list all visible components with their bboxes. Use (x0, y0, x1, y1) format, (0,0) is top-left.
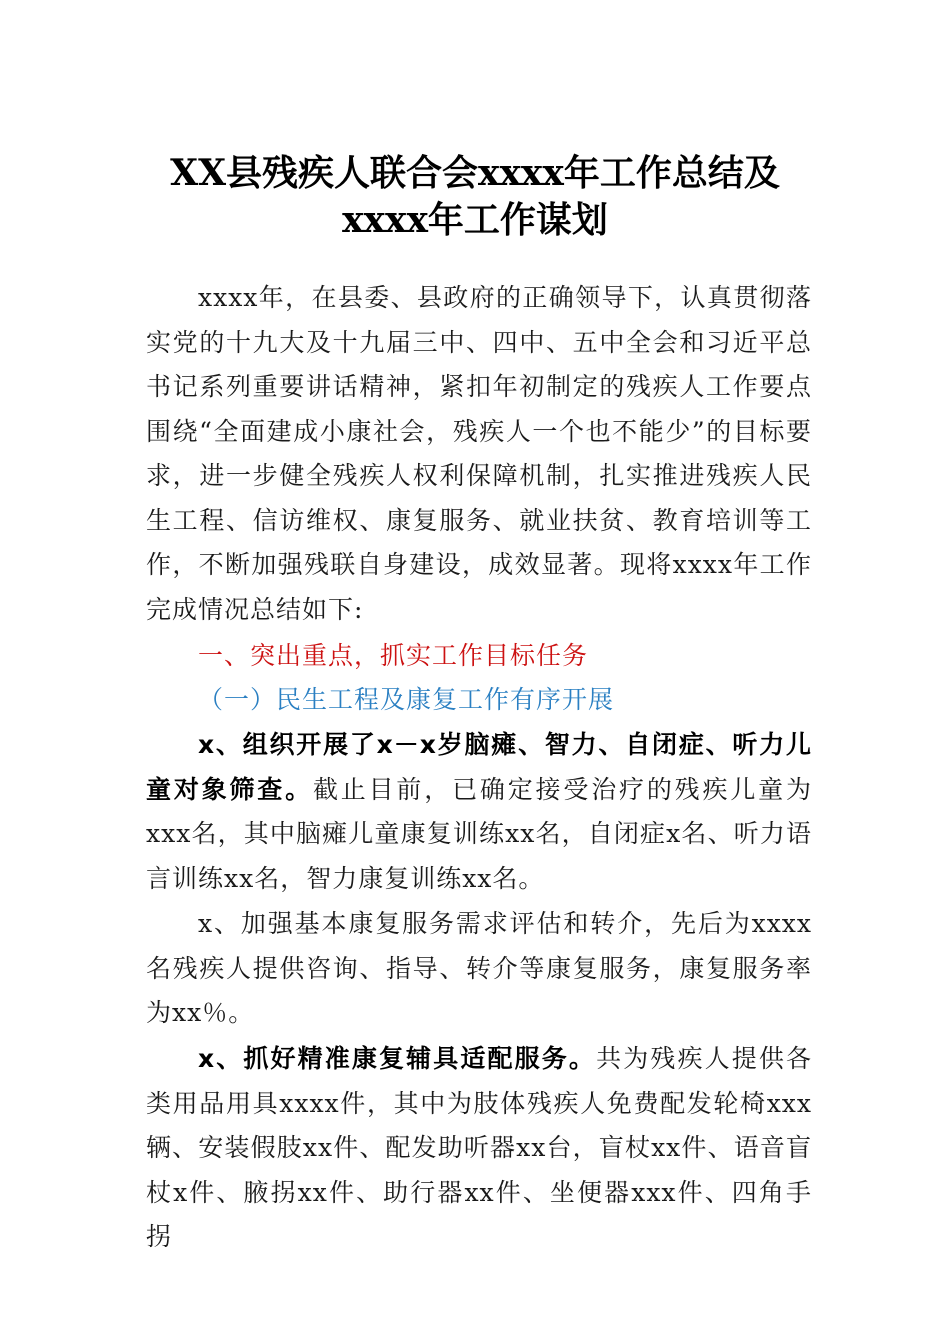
document-title-line2: xxxx年工作谋划 (342, 199, 608, 241)
section-heading-1: 一、突出重点，抓实工作目标任务 (198, 641, 589, 670)
intro-paragraph: xxxx年，在县委、县政府的正确领导下，认真贯彻落实党的十九大及十九届三中、四中、五中全会和习近平总书记系列重要讲话精神，紧扣年初制定的残疾人工作要点围绕“全面建成小康社会，残疾人一个也不能少”的目标要求，进一步健全残疾人权利保障机制，扎实推进残疾人民生工程、信访维权、康复服务、就业扶贫、教育培训等工作，不断加强残联自身建设，成效显著。现将xxxx年工作完成情况总结如下: (146, 283, 812, 624)
item-3-text: 共为残疾人提供各类用品用具xxxx件，其中为肢体残疾人免费配发轮椅xxx辆、安装假肢xx件、配发助听器xx台，盲杖xx件、语音盲杖x件、腋拐xx件、助行器xx件、坐便器xxx件、四角手拐 (146, 1044, 812, 1251)
item-1-text: 截止目前，已确定接受治疗的残疾儿童为xxx名，其中脑瘫儿童康复训练xx名，自闭症x名、听力语言训练xx名，智力康复训练xx名。 (146, 774, 812, 893)
document-title-line1: XX县残疾人联合会xxxx年工作总结及 (170, 152, 780, 194)
item-1-paragraph (146, 723, 812, 901)
item-2-paragraph: x、加强基本康复服务需求评估和转介，先后为xxxx名残疾人提供咨询、指导、转介等康复服务，康复服务率为xx％。 (146, 909, 812, 1027)
item-3-paragraph (146, 1037, 812, 1260)
subsection-heading-1: （一）民生工程及康复工作有序开展 (198, 685, 615, 714)
item-1-lead: x、组织开展了x－x岁脑瘫、智力、自闭症、听力儿童对象筛查。 (146, 730, 812, 804)
item-3-lead: x、抓好精准康复辅具适配服务。 (198, 1044, 597, 1073)
